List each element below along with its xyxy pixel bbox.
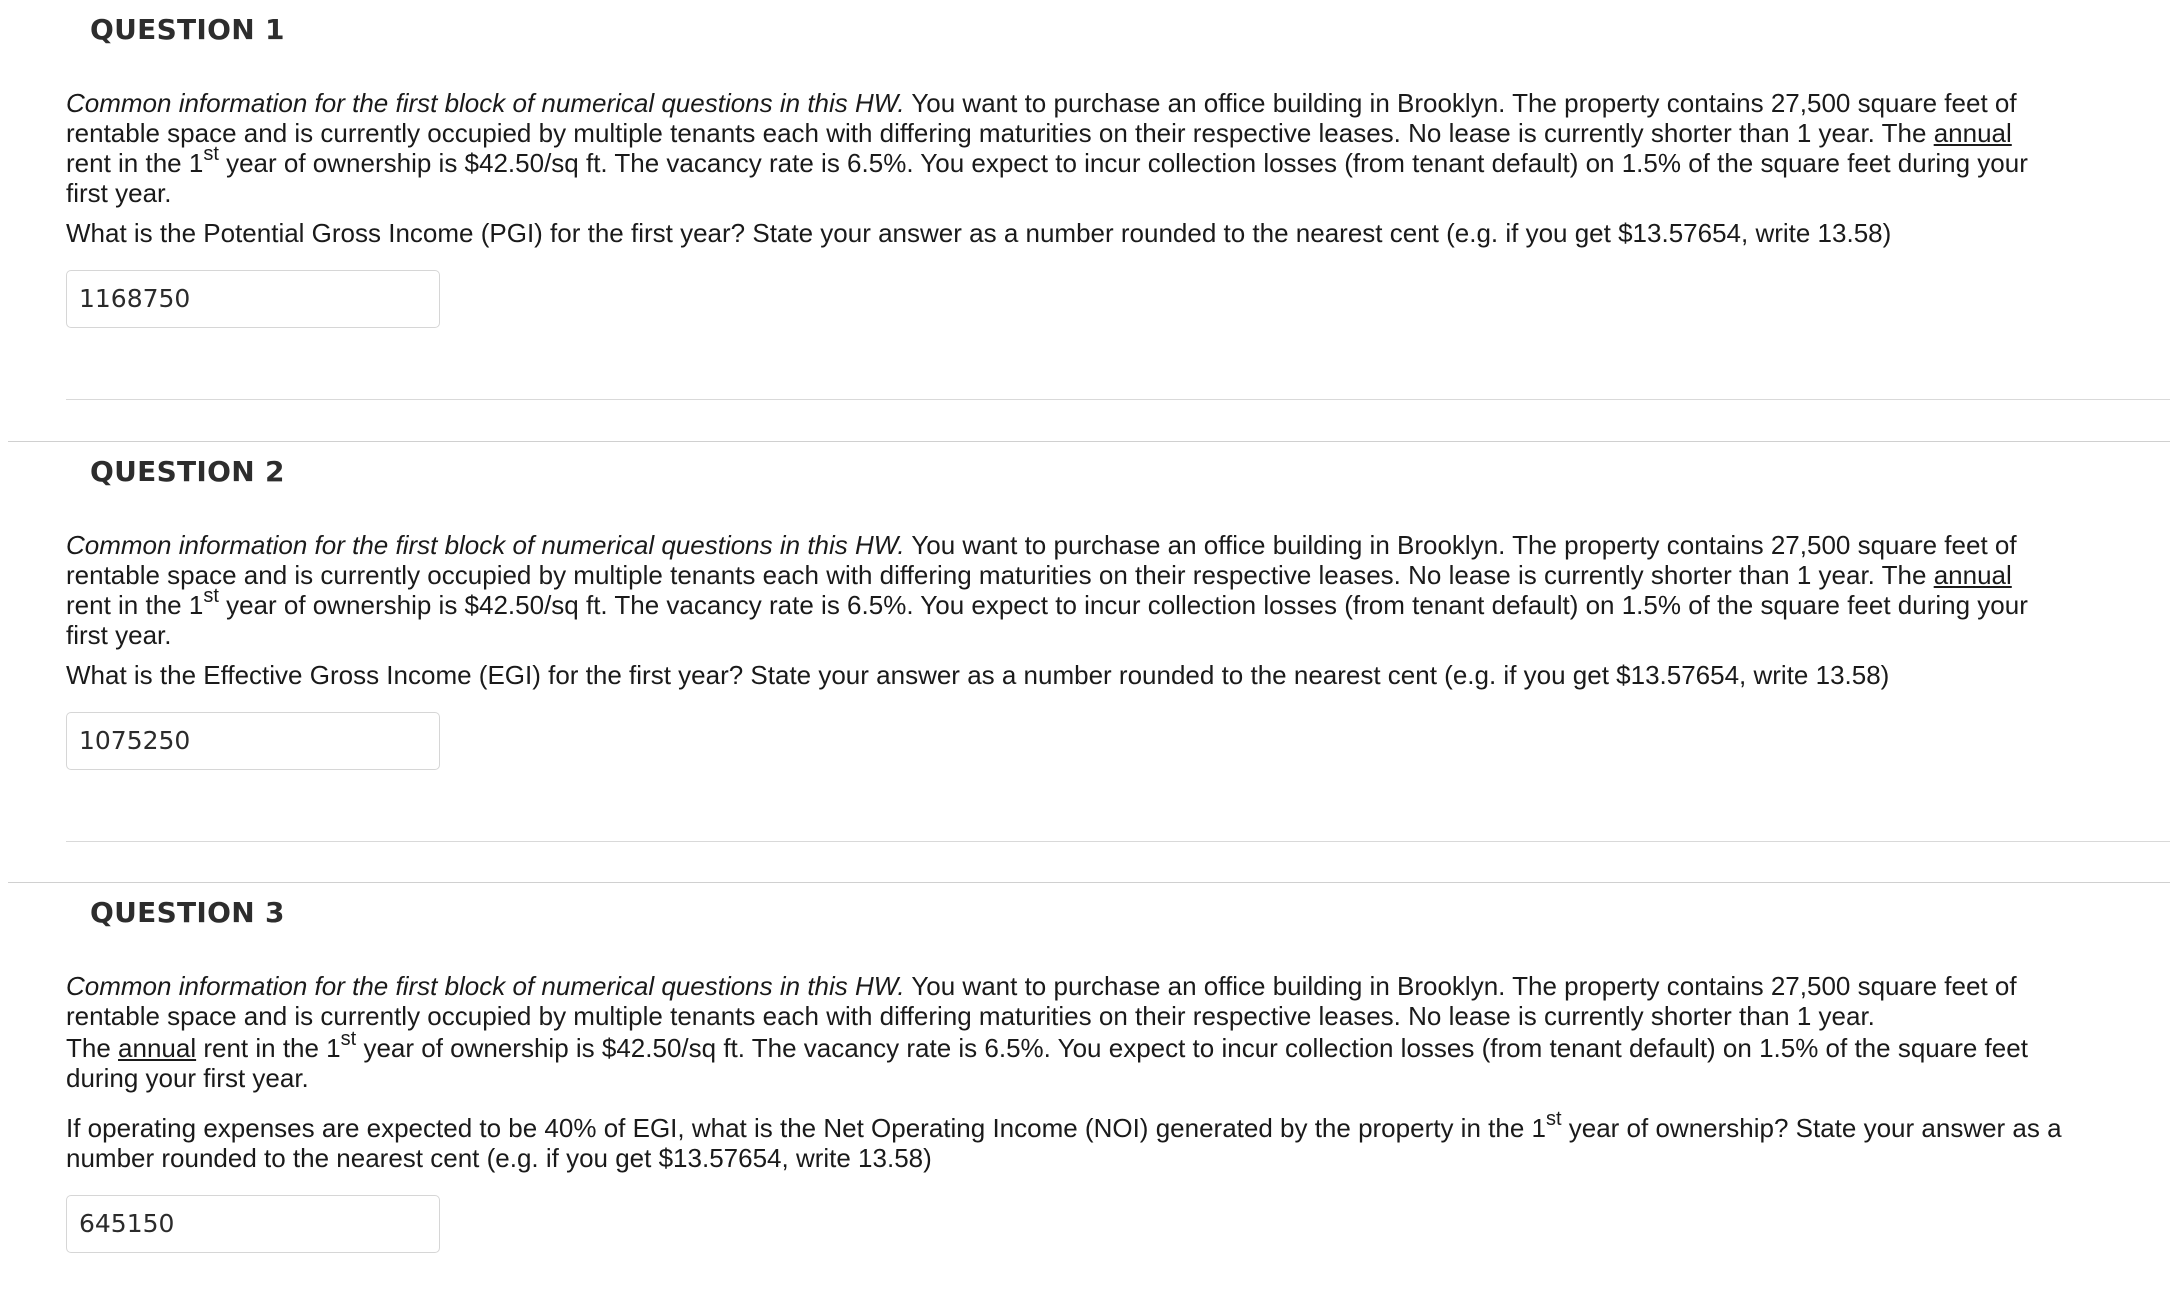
question-context: Common information for the first block of numerical questions in this HW. You want to purchase an office building in Brooklyn. The property contains 27,500 square feet of rentable space and is currently occupied by multiple tenants each with differing maturities on their respective leases. No lease is currently shorter than 1 year. The annual rent in the 1st year of ownership is $42.50/sq ft. The vacancy rate is 6.5%. You expect to incur collection losses (from tenant default) on 1.5% of the square feet during your first year. xyxy=(66,88,2028,208)
question-separator xyxy=(8,441,2170,442)
question-context: Common information for the first block of numerical questions in this HW. You want to purchase an office building in Brooklyn. The property contains 27,500 square feet of rentable space and is currently occupied by multiple tenants each with differing maturities on their respective leases. No lease is currently shorter than 1 year. xyxy=(66,971,2017,1031)
intro-italic: Common information for the first block of numerical questions in this HW. xyxy=(66,971,905,1001)
question-text xyxy=(66,971,2066,1173)
annual-underline: annual xyxy=(118,1033,197,1063)
question-text xyxy=(66,530,2066,690)
question-separator xyxy=(8,882,2170,883)
question-title: QUESTION 2 xyxy=(90,455,285,488)
divider xyxy=(66,399,2170,400)
answer-input[interactable]: 1075250 xyxy=(66,712,440,770)
question-context-continued: The annual rent in the 1st year of ownership is $42.50/sq ft. The vacancy rate is 6.5%. You expect to incur collection losses (from tenant default) on 1.5% of the square feet during your first year. xyxy=(66,1028,2028,1093)
annual-underline: annual xyxy=(1933,560,2012,590)
question-prompt: What is the Potential Gross Income (PGI) for the first year? State your answer as a number rounded to the nearest cent (e.g. if you get $13.57654, write 13.58) xyxy=(66,218,1892,248)
question-prompt: If operating expenses are expected to be 40% of EGI, what is the Net Operating Income (NOI) generated by the property in the 1st year of ownership? State your answer as a number rounded to the nearest cent (e.g. if you get $13.57654, write 13.58) xyxy=(66,1108,2062,1173)
question-context: Common information for the first block of numerical questions in this HW. You want to purchase an office building in Brooklyn. The property contains 27,500 square feet of rentable space and is currently occupied by multiple tenants each with differing maturities on their respective leases. No lease is currently shorter than 1 year. The annual rent in the 1st year of ownership is $42.50/sq ft. The vacancy rate is 6.5%. You expect to incur collection losses (from tenant default) on 1.5% of the square feet during your first year. xyxy=(66,530,2028,650)
question-title: QUESTION 3 xyxy=(90,896,285,929)
divider xyxy=(66,841,2170,842)
intro-italic: Common information for the first block of numerical questions in this HW. xyxy=(66,88,905,118)
question-text xyxy=(66,88,2066,248)
answer-input[interactable]: 1168750 xyxy=(66,270,440,328)
question-title: QUESTION 1 xyxy=(90,13,285,46)
answer-input[interactable]: 645150 xyxy=(66,1195,440,1253)
annual-underline: annual xyxy=(1933,118,2012,148)
question-prompt: What is the Effective Gross Income (EGI) for the first year? State your answer as a number rounded to the nearest cent (e.g. if you get $13.57654, write 13.58) xyxy=(66,660,1890,690)
intro-italic: Common information for the first block of numerical questions in this HW. xyxy=(66,530,905,560)
